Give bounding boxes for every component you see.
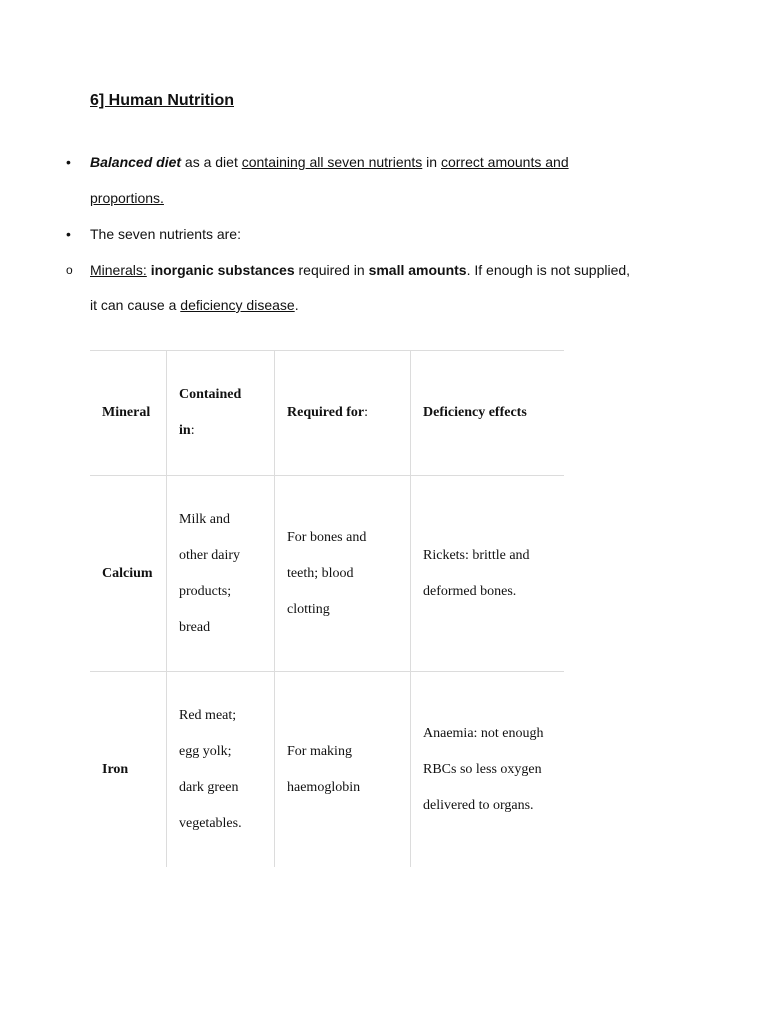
header-deficiency-effects: Deficiency effects xyxy=(411,351,565,476)
header-contained-l2: in xyxy=(179,423,191,438)
term-balanced-diet: Balanced diet xyxy=(90,154,182,170)
header-required-label: Required for xyxy=(287,405,365,420)
table-row xyxy=(90,476,564,672)
text-span: . If enough is not supplied, xyxy=(466,262,631,278)
sub-bullet-marker: o xyxy=(66,263,73,277)
cell-line: RBCs so less oxygen xyxy=(423,761,542,777)
header-contained-colon: : xyxy=(190,423,195,438)
cell-deficiency xyxy=(411,476,565,672)
text-span: it can cause a xyxy=(90,297,181,313)
cell-line: Anaemia: not enough xyxy=(423,725,544,741)
table-row xyxy=(90,672,564,868)
text-span: as a diet xyxy=(181,154,242,170)
underlined-phrase: proportions. xyxy=(90,190,164,206)
cell-line: vegetables. xyxy=(179,815,242,831)
table-header-row xyxy=(90,351,564,476)
underlined-phrase: containing all seven nutrients xyxy=(241,154,423,170)
cell-contained xyxy=(167,672,275,868)
cell-line: Rickets: brittle and xyxy=(423,547,530,563)
cell-mineral: Calcium xyxy=(90,476,167,672)
header-mineral: Mineral xyxy=(90,351,167,476)
header-contained-in xyxy=(167,351,275,476)
sub-bullet-minerals-cont xyxy=(90,295,299,315)
minerals-table xyxy=(90,350,564,867)
sub-bullet-minerals xyxy=(90,260,630,280)
bold-phrase: inorganic substances xyxy=(150,262,295,278)
bullet-marker: • xyxy=(66,154,71,170)
header-required-colon: : xyxy=(364,405,369,420)
cell-line: products; xyxy=(179,583,232,599)
bullet-marker: • xyxy=(66,226,71,242)
cell-line: haemoglobin xyxy=(287,779,361,795)
cell-contained xyxy=(167,476,275,672)
cell-line: other dairy xyxy=(179,547,241,563)
underlined-phrase: correct amounts and xyxy=(440,154,569,170)
cell-line: clotting xyxy=(287,601,330,617)
header-required-for xyxy=(275,351,411,476)
bullet-seven-nutrients: The seven nutrients are: xyxy=(90,226,241,242)
cell-line: dark green xyxy=(179,779,239,795)
cell-line: deformed bones. xyxy=(423,583,517,599)
text-span: in xyxy=(422,154,441,170)
cell-line: teeth; blood xyxy=(287,565,354,581)
section-heading: 6] Human Nutrition xyxy=(90,92,234,109)
cell-line: egg yolk; xyxy=(179,743,232,759)
text-span: required in xyxy=(294,262,369,278)
cell-required xyxy=(275,476,411,672)
header-contained-l1: Contained xyxy=(179,387,242,402)
cell-deficiency xyxy=(411,672,565,868)
bullet-balanced-diet-cont xyxy=(90,188,164,208)
cell-line: For bones and xyxy=(287,529,367,545)
bold-phrase: small amounts xyxy=(368,262,467,278)
cell-required xyxy=(275,672,411,868)
cell-line: delivered to organs. xyxy=(423,797,534,813)
cell-mineral: Iron xyxy=(102,761,129,777)
underlined-phrase: deficiency disease xyxy=(180,297,295,313)
bullet-balanced-diet xyxy=(90,152,569,172)
cell-line: Red meat; xyxy=(179,707,237,723)
cell-line: Milk and xyxy=(179,511,230,527)
cell-line: bread xyxy=(179,619,211,635)
cell-line: For making xyxy=(287,743,352,759)
underlined-phrase: Minerals: xyxy=(90,262,147,278)
header-contained-l2-wrap xyxy=(179,413,274,449)
text-span: . xyxy=(294,297,299,313)
